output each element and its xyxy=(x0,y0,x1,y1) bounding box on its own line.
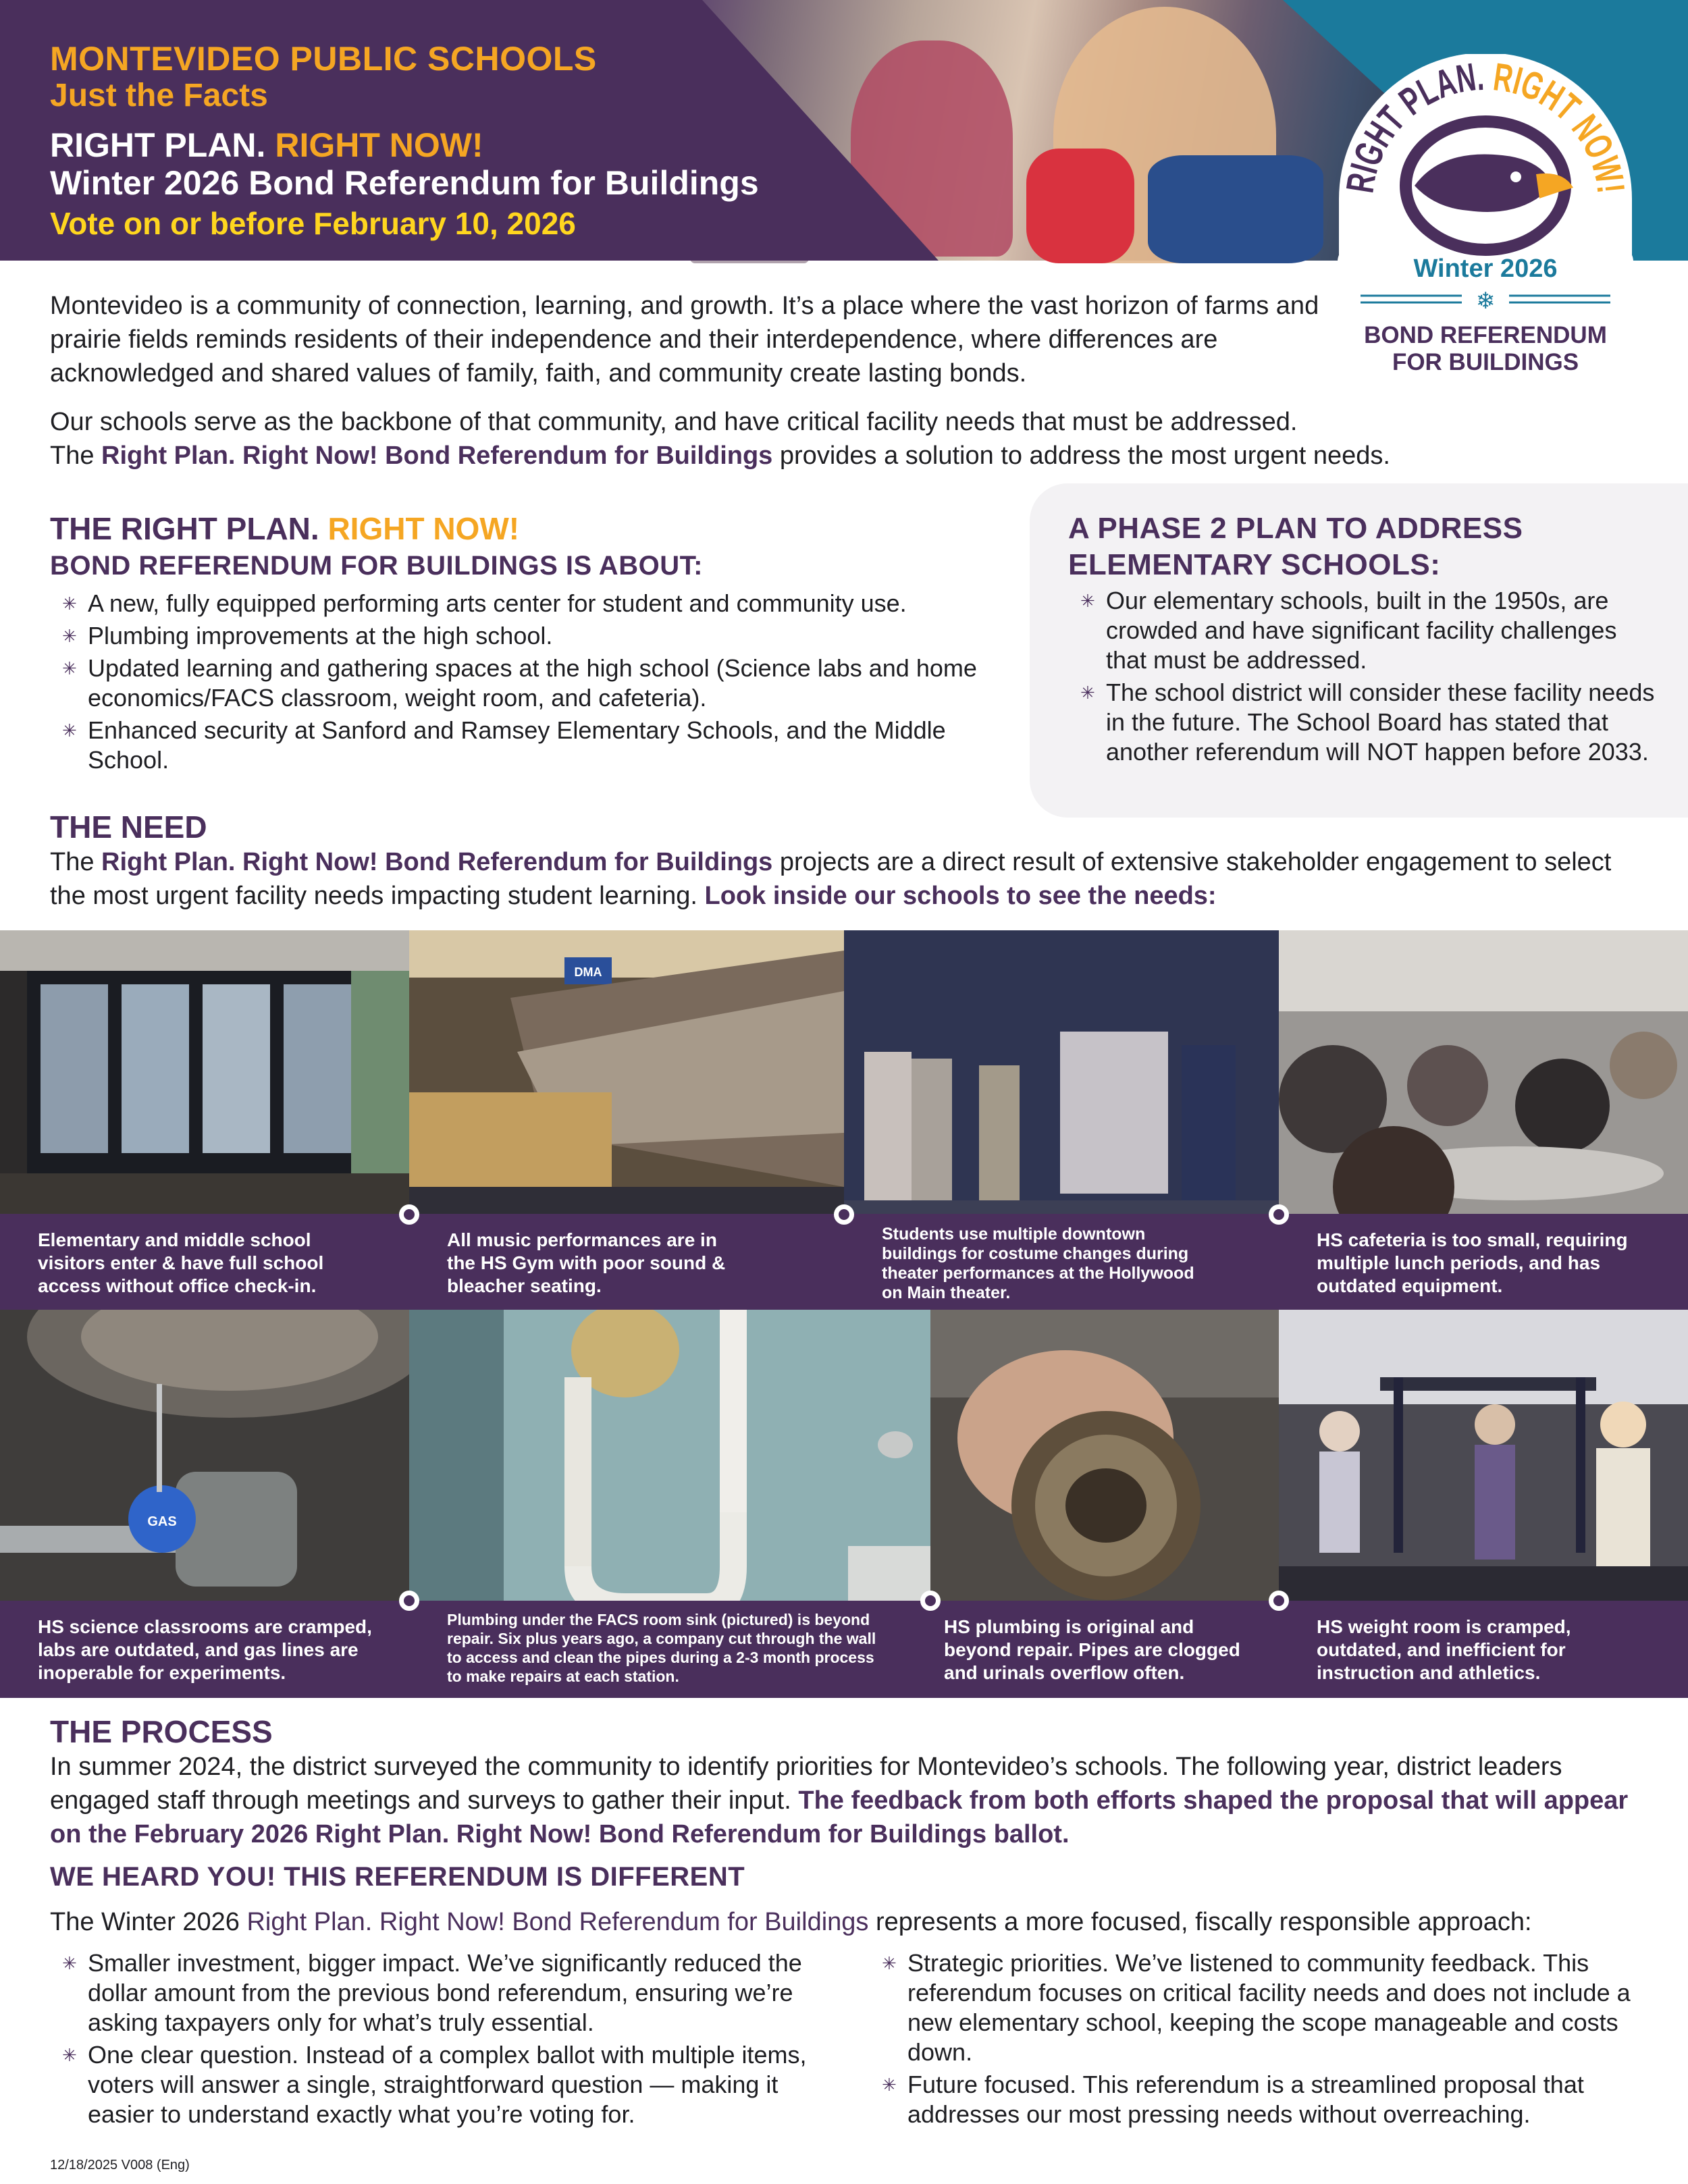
snowflake-icon: ❄ xyxy=(1475,288,1496,314)
process-title: THE PROCESS xyxy=(50,1714,273,1749)
photo-caption: Students use multiple downtown buildings for costume changes during theater performances at the Hollywood on Main theater. xyxy=(844,1214,1279,1310)
list-item: ✳ Plumbing improvements at the high school. xyxy=(50,621,1009,651)
different-list-left xyxy=(50,1948,833,2132)
different-intro: The Winter 2026 Right Plan. Right Now! Bond Referendum for Buildings represents a more focused, fiscally responsible approach: xyxy=(50,1908,1532,1936)
list-item: ✳ A new, fully equipped performing arts center for student and community use. xyxy=(50,589,1009,618)
photo-caption: HS plumbing is original and beyond repair. Pipes are clogged and urinals overflow often. xyxy=(930,1601,1279,1698)
intro-paragraph-1: Montevideo is a community of connection, learning, and growth. It’s a place where the vast horizon of farms and prairie fields reminds residents of their independence and their interdependence, where differences are acknowledged and shared values of family, faith, and community create lasting bonds. xyxy=(50,292,1319,388)
different-title: WE HEARD YOU! THIS REFERENDUM IS DIFFERENT xyxy=(50,1862,745,1892)
photo-caption: Plumbing under the FACS room sink (pictured) is beyond repair. Six plus years ago, a company cut through the wall to access and clean the pipes during a 2-3 month process to make repairs at each station. xyxy=(409,1601,930,1698)
photo-caption: HS science classrooms are cramped, labs are outdated, and gas lines are inoperable for experiments. xyxy=(0,1601,409,1698)
list-item: ✳ Enhanced security at Sanford and Ramsey Elementary Schools, and the Middle School. xyxy=(50,716,1009,775)
version-footer: 12/18/2025 V008 (Eng) xyxy=(50,2158,190,2173)
campaign-title: RIGHT PLAN. RIGHT NOW! xyxy=(50,126,483,164)
about-subtitle: BOND REFERENDUM FOR BUILDINGS IS ABOUT: xyxy=(50,551,703,581)
gas-tag-text: GAS xyxy=(147,1514,177,1529)
badge-season: Winter 2026 xyxy=(1413,255,1558,283)
need-title: THE NEED xyxy=(50,809,207,845)
photo-science-gas-valve xyxy=(0,1310,409,1698)
header-subtitle: Just the Facts xyxy=(50,78,268,113)
phase2-list xyxy=(1068,586,1662,770)
caption-marker xyxy=(399,1204,419,1225)
org-name: MONTEVIDEO PUBLIC SCHOOLS xyxy=(50,40,597,78)
caption-marker xyxy=(834,1204,854,1225)
different-list-right xyxy=(870,1948,1653,2132)
vote-deadline: Vote on or before February 10, 2026 xyxy=(50,206,576,241)
list-item: ✳ Future focused. This referendum is a streamlined proposal that addresses our most pressing needs without overreaching. xyxy=(870,2070,1653,2129)
photo-theater-stage xyxy=(844,930,1279,1310)
process-text: In summer 2024, the district surveyed the community to identify priorities for Montevideo’s schools. The following year, district leaders engaged staff through meetings and surveys to gather their input. The feedback from both efforts shaped the proposal that will appear on the February 2026 Right Plan. Right Now! Bond Referendum for Buildings ballot. xyxy=(50,1753,1629,1848)
list-item: ✳ Strategic priorities. We’ve listened to community feedback. This referendum focuses on critical facility needs and does not include a new elementary school, keeping the scope manageable and costs down. xyxy=(870,1948,1653,2067)
badge-arc-text: RIGHT PLAN. RIGHT NOW! xyxy=(1338,54,1635,200)
photo-caption: All music performances are in the HS Gym with poor sound & bleacher seating. xyxy=(409,1214,844,1310)
need-text: The Right Plan. Right Now! Bond Referendum for Buildings projects are a direct result of extensive stakeholder engagement to select the most urgent facility needs impacting student learning. Look inside our schools to see the needs: xyxy=(50,848,1612,910)
list-item: ✳ The school district will consider these facility needs in the future. The School Board has stated that another referendum will NOT happen before 2033. xyxy=(1068,678,1662,767)
list-item: ✳ Our elementary schools, built in the 1950s, are crowded and have significant facility challenges that must be addressed. xyxy=(1068,586,1662,675)
list-item: ✳ Updated learning and gathering spaces at the high school (Science labs and home economics/FACS classroom, weight room, and cafeteria). xyxy=(50,654,1009,713)
gym-sign-text: DMA xyxy=(574,965,602,979)
phase2-title: A PHASE 2 PLAN TO ADDRESS ELEMENTARY SCHOOLS: xyxy=(1068,512,1523,581)
caption-marker xyxy=(920,1591,941,1611)
caption-marker xyxy=(1269,1204,1289,1225)
photo-gym-performance xyxy=(409,930,844,1310)
photo-weight-room xyxy=(1279,1310,1688,1698)
photo-clogged-pipe xyxy=(930,1310,1279,1698)
intro-paragraph-2: Our schools serve as the backbone of that community, and have critical facility needs that must be addressed. The Right Plan. Right Now! Bond Referendum for Buildings provides a solution to address the most urgent needs. xyxy=(50,408,1390,470)
referendum-title: Winter 2026 Bond Referendum for Buildings xyxy=(50,164,759,202)
photo-caption: Elementary and middle school visitors enter & have full school access without office check-in. xyxy=(0,1214,409,1310)
about-title: THE RIGHT PLAN. RIGHT NOW! xyxy=(50,511,520,546)
photo-caption: HS cafeteria is too small, requiring multiple lunch periods, and has outdated equipment. xyxy=(1279,1214,1688,1310)
referendum-badge xyxy=(1334,54,1637,395)
about-list xyxy=(50,589,1009,778)
photo-facs-sink-plumbing xyxy=(409,1310,930,1698)
list-item: ✳ Smaller investment, bigger impact. We’ve significantly reduced the dollar amount from the previous bond referendum, ensuring we’re asking taxpayers only for what’s truly essential. xyxy=(50,1948,833,2037)
caption-marker xyxy=(1269,1591,1289,1611)
badge-line2: FOR BUILDINGS xyxy=(1392,349,1579,375)
list-item: ✳ One clear question. Instead of a complex ballot with multiple items, voters will answer a single, straightforward question — making it easier to understand exactly what you’re voting for. xyxy=(50,2040,833,2129)
photo-caption: HS weight room is cramped, outdated, and inefficient for instruction and athletics. xyxy=(1279,1601,1688,1698)
photo-cafeteria xyxy=(1279,930,1688,1310)
photo-school-entrance xyxy=(0,930,409,1310)
caption-marker xyxy=(399,1591,419,1611)
badge-line1: BOND REFERENDUM xyxy=(1364,322,1607,348)
